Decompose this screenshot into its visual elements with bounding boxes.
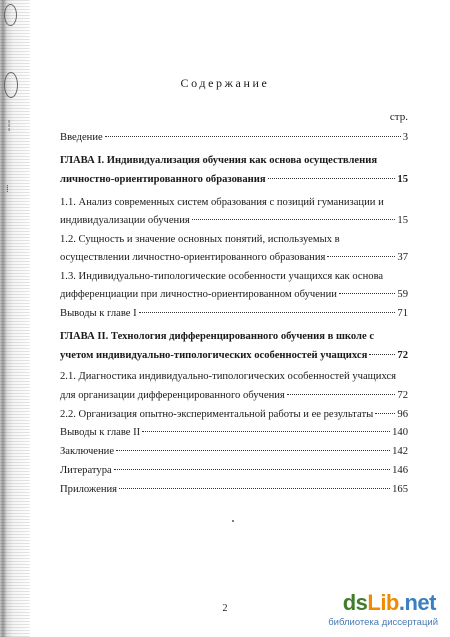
toc-entry-line[interactable] xyxy=(60,307,408,321)
toc-entry-line[interactable] xyxy=(60,154,408,168)
toc-entry-line[interactable] xyxy=(60,196,408,210)
toc-entry-title: Приложения xyxy=(60,484,118,495)
binding-scan-mark: ⁞ xyxy=(6,184,9,195)
page-number: 2 xyxy=(222,603,228,614)
toc-dot-leader xyxy=(268,178,396,179)
toc-entry-line[interactable] xyxy=(60,426,408,440)
toc-entry-title: 2.1. Диагностика индивидуально-типологических особенностей учащихся xyxy=(60,371,397,382)
dslib-tagline: библиотека диссертаций xyxy=(328,617,438,628)
toc-page-number: 72 xyxy=(397,390,408,401)
toc-entry-line[interactable] xyxy=(60,270,408,284)
toc-entry-line[interactable] xyxy=(60,330,408,344)
toc-entry-line[interactable] xyxy=(60,445,408,459)
toc-dot-leader xyxy=(339,293,395,294)
toc-entry-title: Выводы к главе I xyxy=(60,308,137,319)
toc-entry-line[interactable] xyxy=(60,214,408,228)
toc-dot-leader xyxy=(287,394,396,395)
toc-entry-line[interactable] xyxy=(60,131,408,145)
toc-entry-title: для организации дифференцированного обучения xyxy=(60,390,285,401)
toc-page-number: 71 xyxy=(397,308,408,319)
contents-heading: Содержание xyxy=(180,76,270,90)
toc-entry-title: индивидуализации обучения xyxy=(60,215,190,226)
toc-entry-line[interactable] xyxy=(60,251,408,265)
toc-entry-line[interactable] xyxy=(60,173,408,187)
toc-entry-title: 2.2. Организация опытно-экспериментальной работы и ее результаты xyxy=(60,409,374,420)
toc-entry-line[interactable] xyxy=(60,483,408,497)
toc-page-number: 15 xyxy=(397,174,408,185)
toc-dot-leader xyxy=(139,312,396,313)
punch-hole-mark xyxy=(4,4,17,26)
toc-entry-title: 1.1. Анализ современных систем образования с позиций гуманизации и xyxy=(60,197,384,208)
toc-entry-title: Выводы к главе II xyxy=(60,427,141,438)
toc-page-number: 142 xyxy=(392,446,408,457)
toc-dot-leader xyxy=(327,256,395,257)
toc-page-number: 140 xyxy=(392,427,408,438)
toc-entry-line[interactable] xyxy=(60,464,408,478)
toc-entry-line[interactable] xyxy=(60,288,408,302)
toc-entry-title: учетом индивидуально-типологических особенностей учащихся xyxy=(60,350,368,361)
toc-entry-line[interactable] xyxy=(60,370,408,384)
page-column-label: стр. xyxy=(389,111,408,123)
toc-dot-leader xyxy=(114,469,390,470)
toc-entry-line[interactable] xyxy=(60,408,408,422)
toc-dot-leader xyxy=(142,431,390,432)
toc-entry-title: личностно-ориентированного образования xyxy=(60,174,266,185)
toc-entry-title: Заключение xyxy=(60,446,115,457)
toc-entry-title: Введение xyxy=(60,132,103,143)
toc-page-number: 165 xyxy=(392,484,408,495)
toc-entry-title: 1.2. Сущность и значение основных понятий, используемых в xyxy=(60,234,340,245)
toc-entry-title: 1.3. Индивидуально-типологические особенности учащихся как основа xyxy=(60,271,384,282)
toc-entry-line[interactable] xyxy=(60,389,408,403)
toc-page-number: 72 xyxy=(397,350,408,361)
toc-page-number: 146 xyxy=(392,465,408,476)
toc-page-number: 96 xyxy=(397,409,408,420)
toc-page-number: 15 xyxy=(397,215,408,226)
toc-entry-line[interactable] xyxy=(60,233,408,247)
toc-dot-leader xyxy=(192,219,396,220)
toc-entry-line[interactable] xyxy=(60,349,408,363)
toc-dot-leader xyxy=(119,488,390,489)
toc-entry-title: ГЛАВА I. Индивидуализация обучения как основа осуществления xyxy=(60,155,378,166)
toc-entry-title: Литература xyxy=(60,465,112,476)
toc-dot-leader xyxy=(116,450,390,451)
toc-dot-leader xyxy=(105,136,401,137)
dslib-watermark[interactable] xyxy=(328,590,440,632)
scan-speck xyxy=(232,520,234,522)
toc-entry-title: ГЛАВА II. Технология дифференцированного обучения в школе с xyxy=(60,331,375,342)
toc-page-number: 37 xyxy=(397,252,408,263)
toc-entry-title: дифференциации при личностно-ориентированном обучении xyxy=(60,289,337,300)
toc-page-number: 59 xyxy=(397,289,408,300)
toc-dot-leader xyxy=(369,354,395,355)
toc-entry-title: осуществлении личностно-ориентированного образования xyxy=(60,252,326,263)
binding-scan-mark: ┆ xyxy=(6,121,13,132)
binding-edge xyxy=(0,0,30,637)
toc-page-number: 3 xyxy=(402,132,408,143)
toc-dot-leader xyxy=(375,413,395,414)
dslib-logo: dsLib.net xyxy=(342,590,436,615)
